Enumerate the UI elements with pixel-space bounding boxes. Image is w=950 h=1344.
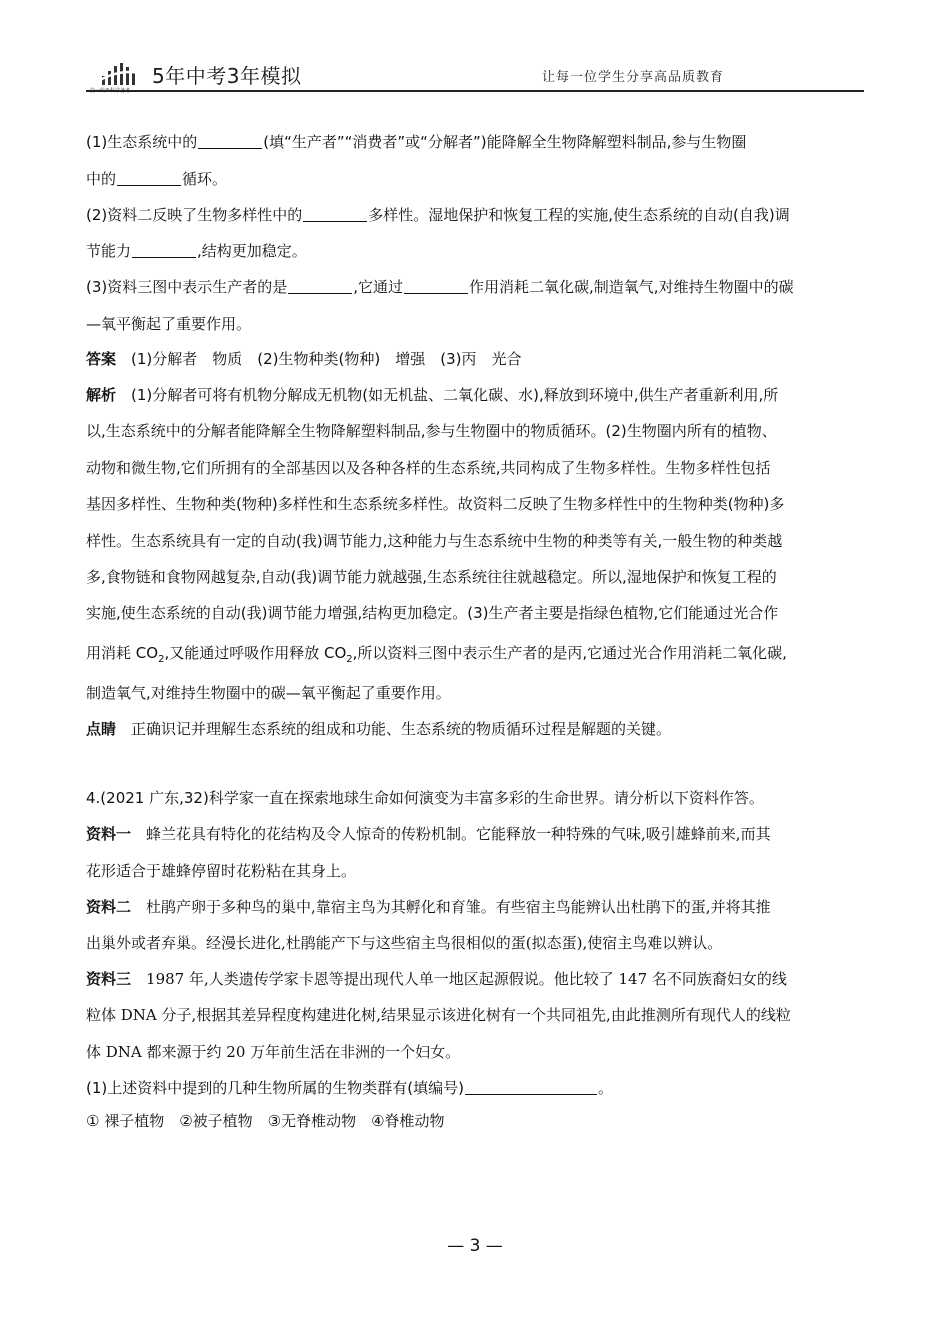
q4-stem: 4.(2021 广东,32)科学家一直在探索地球生命如何演变为丰富多彩的生命世界。请分析以下资料作答。 — [86, 789, 764, 807]
answer-blank — [288, 278, 352, 294]
answer-blank — [303, 206, 367, 222]
tip-line: 点睛 正确识记并理解生态系统的组成和功能、生态系统的物质循环过程是解题的关键。 — [86, 720, 672, 738]
material-1-line1: 资料一 蜂兰花具有特化的花结构及令人惊奇的传粉机制。它能释放一种特殊的气味,吸引雄蜂前来,而其 — [86, 825, 771, 843]
material-3-line1: 资料三 1987 年,人类遗传学家卡恩等提出现代人单一地区起源假说。他比较了 147 名不同族裔妇女的线 — [86, 970, 787, 988]
q3-sub2-line2: 节能力 ,结构更加稳定。 — [86, 242, 307, 260]
material-3-line3: 体 DNA 都来源于约 20 万年前生活在非洲的一个妇女。 — [86, 1043, 461, 1061]
q3-sub1-line2: 中的 循环。 — [86, 170, 228, 188]
material-1-label: 资料一 — [86, 825, 132, 843]
answer-blank — [198, 133, 262, 149]
analysis-line-9: 制造氧气,对维持生物圈中的碳—氧平衡起了重要作用。 — [86, 684, 451, 702]
q4-options: ① 裸子植物 ②被子植物 ③无脊椎动物 ④脊椎动物 — [86, 1112, 445, 1130]
material-3-line2: 粒体 DNA 分子,根据其差异程度构建进化树,结果显示该进化树有一个共同祖先,由此推测所有现代人的线粒 — [86, 1006, 791, 1024]
analysis-label: 解析 — [86, 386, 117, 404]
answer-blank — [404, 278, 468, 294]
header-rule — [86, 90, 864, 92]
q4-sub1: (1)上述资料中提到的几种生物所属的生物类群有(填编号) 。 — [86, 1079, 613, 1097]
q3-sub1-line1: (1)生态系统中的 (填“生产者”“消费者”或“分解者”)能降解全生物降解塑料制品,参与生物圈 — [86, 133, 747, 151]
analysis-line-8: 用消耗 $CO_2$,又能通过呼吸作用释放 $CO_2$,所以资料三图中表示生产者的是丙,它通过光合作用消耗二氧化碳, — [86, 644, 787, 665]
analysis-line-5: 样性。生态系统具有一定的自动(我)调节能力,这种能力与生态系统中生物的种类等有关,一般生物的种类越 — [86, 532, 783, 550]
answer-blank — [132, 242, 196, 258]
analysis-line-6: 多,食物链和食物网越复杂,自动(我)调节能力就越强,生态系统往往就越稳定。所以,湿地保护和恢复工程的 — [86, 568, 777, 586]
brand-title: 5年中考3年模拟 — [152, 64, 302, 88]
header-slogan: 让每一位学生分享高品质教育 — [541, 70, 724, 85]
page-header — [86, 54, 864, 92]
tip-label: 点睛 — [86, 720, 117, 738]
page-number: — 3 — — [447, 1236, 503, 1256]
analysis-line-4: 基因多样性、生物种类(物种)多样性和生态系统多样性。故资料二反映了生物多样性中的生物种类(物种)多 — [86, 495, 785, 513]
q3-sub2-line1: (2)资料二反映了生物多样性中的 多样性。湿地保护和恢复工程的实施,使生态系统的自动(自我)调 — [86, 206, 790, 224]
logo-icon — [100, 60, 144, 88]
answer-text: (1)分解者 物质 (2)生物种类(物种) 增强 (3)丙 光合 — [131, 350, 522, 368]
material-2-label: 资料二 — [86, 898, 132, 916]
answer-label: 答案 — [86, 350, 117, 368]
answer-line — [86, 349, 866, 369]
q3-sub3-line2: —氧平衡起了重要作用。 — [86, 315, 252, 333]
material-2-line1: 资料二 杜鹃产卵于多种鸟的巢中,靠宿主鸟为其孵化和育雏。有些宿主鸟能辨认出杜鹃下的蛋,并将其推 — [86, 898, 771, 916]
analysis-line-1: 解析 (1)分解者可将有机物分解成无机物(如无机盐、二氧化碳、水),释放到环境中,供生产者重新利用,所 — [86, 386, 779, 404]
analysis-line-7: 实施,使生态系统的自动(我)调节能力增强,结构更加稳定。(3)生产者主要是指绿色植物,它们能通过光合作 — [86, 604, 779, 622]
material-2-line2: 出巢外或者弃巢。经漫长进化,杜鹃能产下与这些宿主鸟很相似的蛋(拟态蛋),使宿主鸟难以辨认。 — [86, 934, 723, 952]
answer-blank — [465, 1079, 597, 1095]
q3-sub3-line1: (3)资料三图中表示生产者的是 ,它通过 作用消耗二氧化碳,制造氧气,对维持生物圈中的碳 — [86, 278, 794, 296]
analysis-line-3: 动物和微生物,它们所拥有的全部基因以及各种各样的生态系统,共同构成了生物多样性。生物多样性包括 — [86, 459, 771, 477]
answer-blank — [117, 170, 181, 186]
analysis-line-2: 以,生态系统中的分解者能降解全生物降解塑料制品,参与生物圈中的物质循环。(2)生物圈内所有的植物、 — [86, 422, 777, 440]
material-1-line2: 花形适合于雄蜂停留时花粉粘在其身上。 — [86, 862, 357, 880]
material-3-label: 资料三 — [86, 970, 132, 988]
